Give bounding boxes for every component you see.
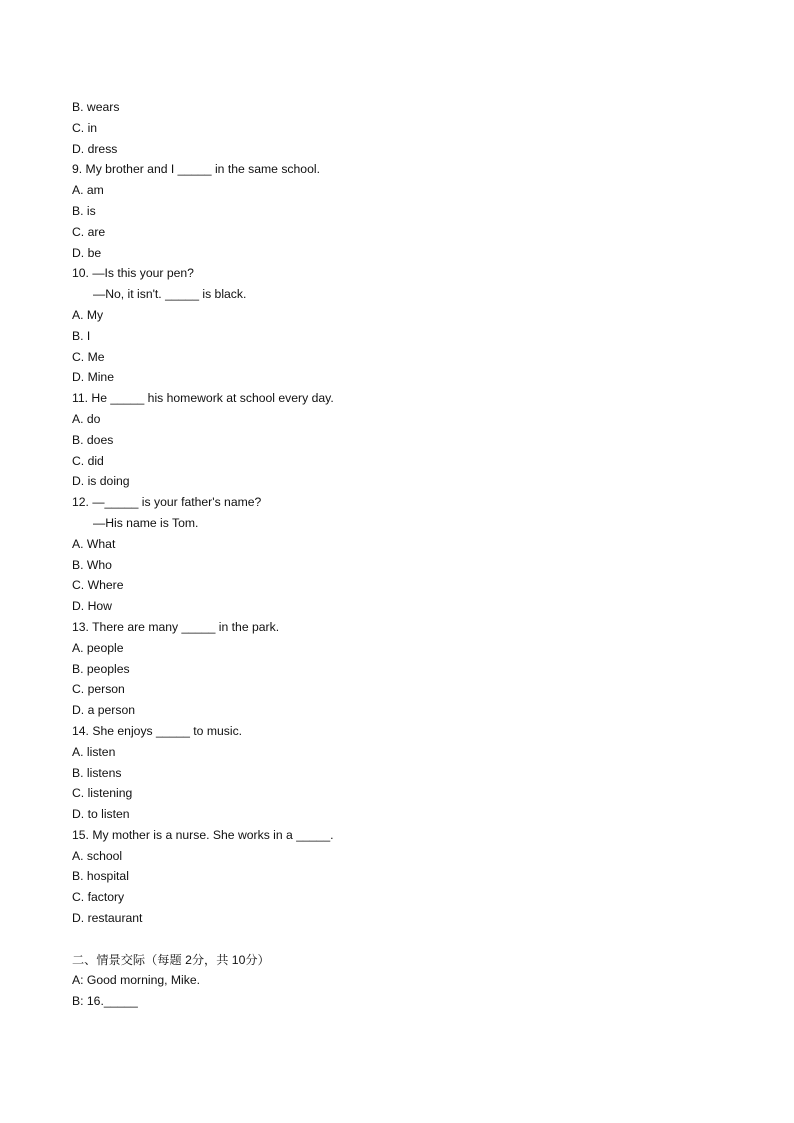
question-12: 12. —_____ is your father's name? xyxy=(72,495,262,510)
q11-option-d: D. is doing xyxy=(72,474,130,489)
q12-option-b: B. Who xyxy=(72,557,112,572)
q15-option-d: D. restaurant xyxy=(72,911,143,926)
q10-option-c: C. Me xyxy=(72,349,105,364)
question-9: 9. My brother and I _____ in the same school. xyxy=(72,162,320,177)
q15-option-a: A. school xyxy=(72,848,123,863)
q14-option-d: D. to listen xyxy=(72,807,130,822)
q13-option-a: A. people xyxy=(72,640,124,655)
question-11: 11. He _____ his homework at school every day. xyxy=(72,391,334,406)
question-12-reply: —His name is Tom. xyxy=(93,515,199,530)
q14-option-c: C. listening xyxy=(72,786,133,801)
dialogue-line-a: A: Good morning, Mike. xyxy=(72,973,201,988)
q14-option-b: B. listens xyxy=(72,765,122,780)
q9-option-c: C. are xyxy=(72,224,106,239)
question-15: 15. My mother is a nurse. She works in a _____. xyxy=(72,827,334,842)
question-10-reply: —No, it isn't. _____ is black. xyxy=(93,287,247,302)
option-b-wears: B. wears xyxy=(72,100,120,114)
q10-option-a: A. My xyxy=(72,307,104,322)
q15-option-c: C. factory xyxy=(72,890,125,905)
q11-option-a: A. do xyxy=(72,411,101,426)
q11-option-b: B. does xyxy=(72,432,114,447)
q13-option-d: D. a person xyxy=(72,703,136,718)
question-14: 14. She enjoys _____ to music. xyxy=(72,723,243,738)
q13-option-c: C. person xyxy=(72,682,125,697)
exam-page xyxy=(72,97,752,1012)
q12-option-d: D. How xyxy=(72,599,112,614)
q13-option-b: B. peoples xyxy=(72,661,130,676)
q9-option-a: A. am xyxy=(72,183,104,198)
q14-option-a: A. listen xyxy=(72,744,116,759)
q10-option-b: B. I xyxy=(72,328,91,343)
q9-option-d: D. be xyxy=(72,245,102,260)
option-d-dress: D. dress xyxy=(72,141,118,156)
q9-option-b: B. is xyxy=(72,203,96,218)
dialogue-line-b: B: 16._____ xyxy=(72,994,138,1009)
q12-option-c: C. Where xyxy=(72,578,124,593)
q12-option-a: A. What xyxy=(72,536,116,551)
q10-option-d: D. Mine xyxy=(72,370,114,385)
question-13: 13. There are many _____ in the park. xyxy=(72,619,280,634)
q15-option-b: B. hospital xyxy=(72,869,129,884)
q11-option-c: C. did xyxy=(72,453,104,468)
section-2-title: 二、情景交际（每题 2分，共 10分） xyxy=(72,952,270,967)
question-10: 10. —Is this your pen? xyxy=(72,266,194,281)
option-c-in: C. in xyxy=(72,120,98,135)
